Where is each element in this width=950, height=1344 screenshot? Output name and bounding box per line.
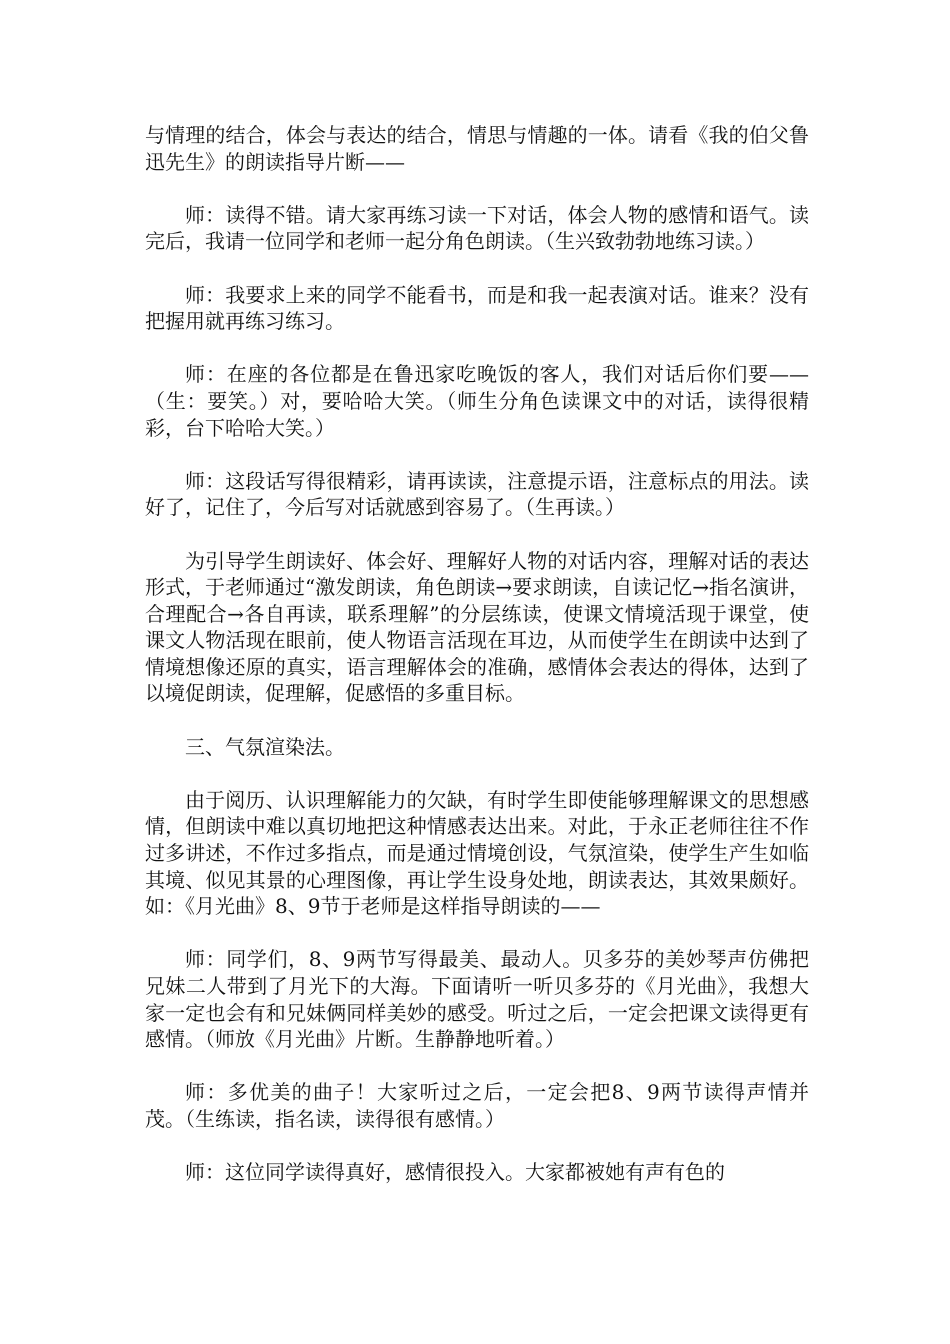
paragraph-teacher-dialogue-1: 师：读得不错。请大家再练习读一下对话，体会人物的感情和语气。读完后，我请一位同学和老师一起分角色朗读。（生兴致勃勃地练习读。） — [145, 202, 809, 254]
paragraph-teacher-dialogue-4: 师：这段话写得很精彩，请再读读，注意提示语，注意标点的用法。读好了，记住了，今后写对话就感到容易了。（生再读。） — [145, 468, 809, 520]
section-heading-atmosphere: 三、气氛渲染法。 — [185, 734, 345, 759]
paragraph-teacher-dialogue-2: 师：我要求上来的同学不能看书，而是和我一起表演对话。谁来？没有把握用就再练习练习。 — [145, 282, 809, 334]
paragraph-teacher-dialogue-5: 师：同学们，8、9两节写得最美、最动人。贝多芬的美妙琴声仿佛把兄妹二人带到了月光下的大海。下面请听一听贝多芬的《月光曲》，我想大家一定也会有和兄妹俩同样美妙的感受。听过之后，一定会把课文读得更有感情。（师放《月光曲》片断。生静静地听着。） — [145, 947, 809, 1052]
paragraph-atmosphere-intro: 由于阅历、认识理解能力的欠缺，有时学生即使能够理解课文的思想感情，但朗读中难以真切地把这种情感表达出来。对此，于永正老师往往不作过多讲述，不作过多指点，而是通过情境创设，气氛渲染，使学生产生如临其境、似见其景的心理图像，再让学生设身处地，朗读表达，其效果颇好。如：《月光曲》8、9节于老师是这样指导朗读的—— — [145, 787, 809, 919]
paragraph-commentary: 为引导学生朗读好、体会好、理解好人物的对话内容，理解对话的表达形式，于老师通过“激发朗读，角色朗读→要求朗读，自读记忆→指名演讲，合理配合→各自再读，联系理解”的分层练读，使课文情境活现于课堂，使课文人物活现在眼前，使人物语言活现在耳边，从而使学生在朗读中达到了情境想像还原的真实，语言理解体会的准确，感情体会表达的得体，达到了以境促朗读，促理解，促感悟的多重目标。 — [145, 548, 809, 706]
document-page — [145, 122, 809, 1212]
paragraph-intro-continuation: 与情理的结合，体会与表达的结合，情思与情趣的一体。请看《我的伯父鲁迅先生》的朗读指导片断—— — [145, 123, 809, 174]
paragraph-teacher-dialogue-6: 师：多优美的曲子！大家听过之后，一定会把8、9两节读得声情并茂。（生练读，指名读，读得很有感情。） — [145, 1080, 809, 1131]
paragraph-teacher-dialogue-7: 师：这位同学读得真好，感情很投入。大家都被她有声有色的 — [185, 1160, 725, 1185]
paragraph-teacher-dialogue-3: 师：在座的各位都是在鲁迅家吃晚饭的客人，我们对话后你们要——（生：要笑。）对，要哈哈大笑。（师生分角色读课文中的对话，读得很精彩，台下哈哈大笑。） — [145, 362, 809, 440]
